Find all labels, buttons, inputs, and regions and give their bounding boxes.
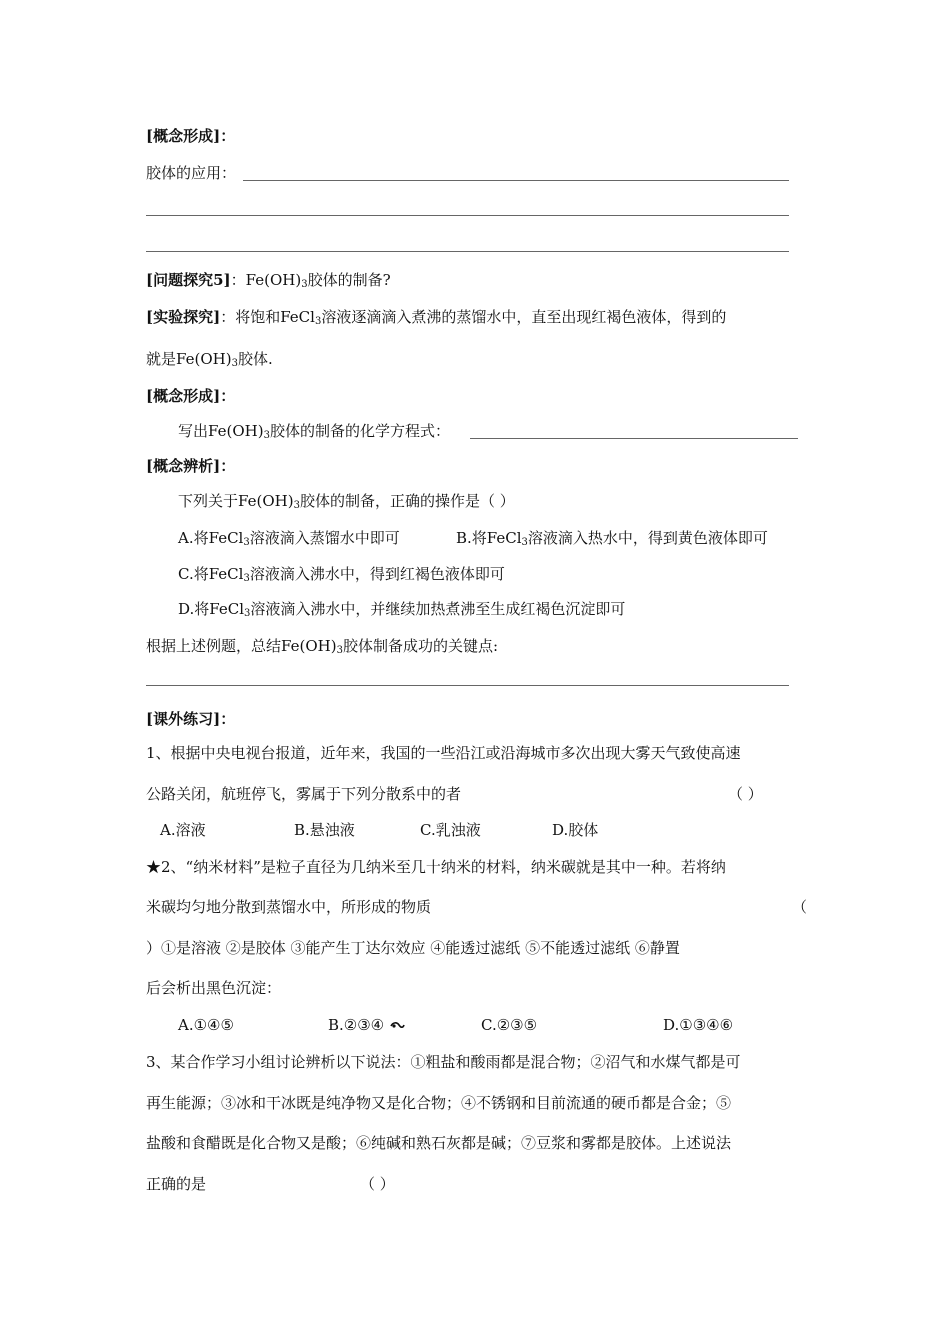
q1-option[interactable]: D.胶体 xyxy=(552,821,599,839)
section-heading-concept-2: [概念形成]： xyxy=(146,387,236,405)
q1-answer-paren[interactable]: （ ） xyxy=(728,785,763,803)
equation-prompt: 写出$Fe(OH)_3$胶体的制备的化学方程式： xyxy=(178,422,450,441)
q2-line-1: ★2、“纳米材料”是粒子直径为几纳米至几十纳米的材料，纳米碳就是其中一种。若将纳 xyxy=(146,858,726,876)
q2-line-4: 后会析出黑色沉淀： xyxy=(146,979,282,997)
answer-line[interactable] xyxy=(243,180,789,181)
q2-option[interactable]: B.②③④ xyxy=(328,1015,405,1035)
q3-line-2: 再生能源；③冰和干冰既是纯净物又是化合物；④不锈钢和目前流通的硬币都是合金；⑤ xyxy=(146,1094,732,1112)
q1-option[interactable]: B.悬浊液 xyxy=(294,821,355,839)
q1-line-1: 1、根据中央电视台报道，近年来，我国的一些沿江或沿海城市多次出现大雾天气致使高速 xyxy=(146,744,741,762)
q2-option[interactable]: A.①④⑤ xyxy=(178,1016,234,1034)
q2-paren-open[interactable]: （ xyxy=(792,898,808,916)
answer-line[interactable] xyxy=(146,251,789,252)
option-b[interactable]: B.将FeCl$_3$溶液滴入热水中，得到黄色液体即可 xyxy=(456,529,768,548)
section-heading-exercises: [课外练习]： xyxy=(146,710,236,728)
experiment-line-2: 就是$Fe(OH)_3$胶体. xyxy=(146,350,273,369)
q3-line-4: 正确的是 xyxy=(146,1175,207,1193)
stray-mark-icon xyxy=(389,1019,405,1031)
section-heading-problem: [问题探究5] xyxy=(146,271,231,289)
summary-prompt: 根据上述例题，总结$Fe(OH)_3$胶体制备成功的关键点: xyxy=(146,637,498,656)
q2-option[interactable]: D.①③④⑥ xyxy=(663,1016,734,1034)
q2-line-2: 米碳均匀地分散到蒸馏水中，所形成的物质 xyxy=(146,898,432,916)
experiment-line-1: [实验探究]：将饱和FeCl$_3$溶液逐滴滴入煮沸的蒸馏水中，直至出现红褐色液体，得到的 xyxy=(146,308,727,327)
question-stem: 下列关于$Fe(OH)_3$胶体的制备，正确的操作是（ ） xyxy=(178,492,515,511)
equation-answer-line[interactable] xyxy=(470,438,798,439)
q3-line-3: 盐酸和食醋既是化合物又是酸；⑥纯碱和熟石灰都是碱；⑦豆浆和雾都是胶体。上述说法 xyxy=(146,1134,732,1152)
option-a[interactable]: A.将FeCl$_3$溶液滴入蒸馏水中即可 xyxy=(178,529,400,548)
q3-line-1: 3、某合作学习小组讨论辨析以下说法：①粗盐和酸雨都是混合物；②沼气和水煤气都是可 xyxy=(146,1053,741,1071)
section-heading-experiment: [实验探究] xyxy=(146,308,221,326)
option-d[interactable]: D.将FeCl$_3$溶液滴入沸水中，并继续加热煮沸至生成红褐色沉淀即可 xyxy=(178,600,626,619)
q1-option[interactable]: C.乳浊液 xyxy=(420,821,481,839)
q2-option[interactable]: C.②③⑤ xyxy=(481,1016,538,1034)
q3-answer-paren[interactable]: （ ） xyxy=(360,1175,395,1193)
colloid-application-label: 胶体的应用： xyxy=(146,164,237,182)
q2-line-3: ）①是溶液 ②是胶体 ③能产生丁达尔效应 ④能透过滤纸 ⑤不能透过滤纸 ⑥静置 xyxy=(146,939,680,957)
summary-answer-line[interactable] xyxy=(146,685,789,686)
q1-option[interactable]: A.溶液 xyxy=(160,821,206,839)
problem-explore-5: [问题探究5]：$Fe(OH)_3$胶体的制备? xyxy=(146,271,391,290)
section-heading-concept-1: [概念形成]： xyxy=(146,127,236,145)
answer-line[interactable] xyxy=(146,215,789,216)
section-heading-analysis: [概念辨析]： xyxy=(146,457,236,475)
q1-line-2: 公路关闭，航班停飞，雾属于下列分散系中的者 xyxy=(146,785,462,803)
option-c[interactable]: C.将FeCl$_3$溶液滴入沸水中，得到红褐色液体即可 xyxy=(178,565,505,584)
